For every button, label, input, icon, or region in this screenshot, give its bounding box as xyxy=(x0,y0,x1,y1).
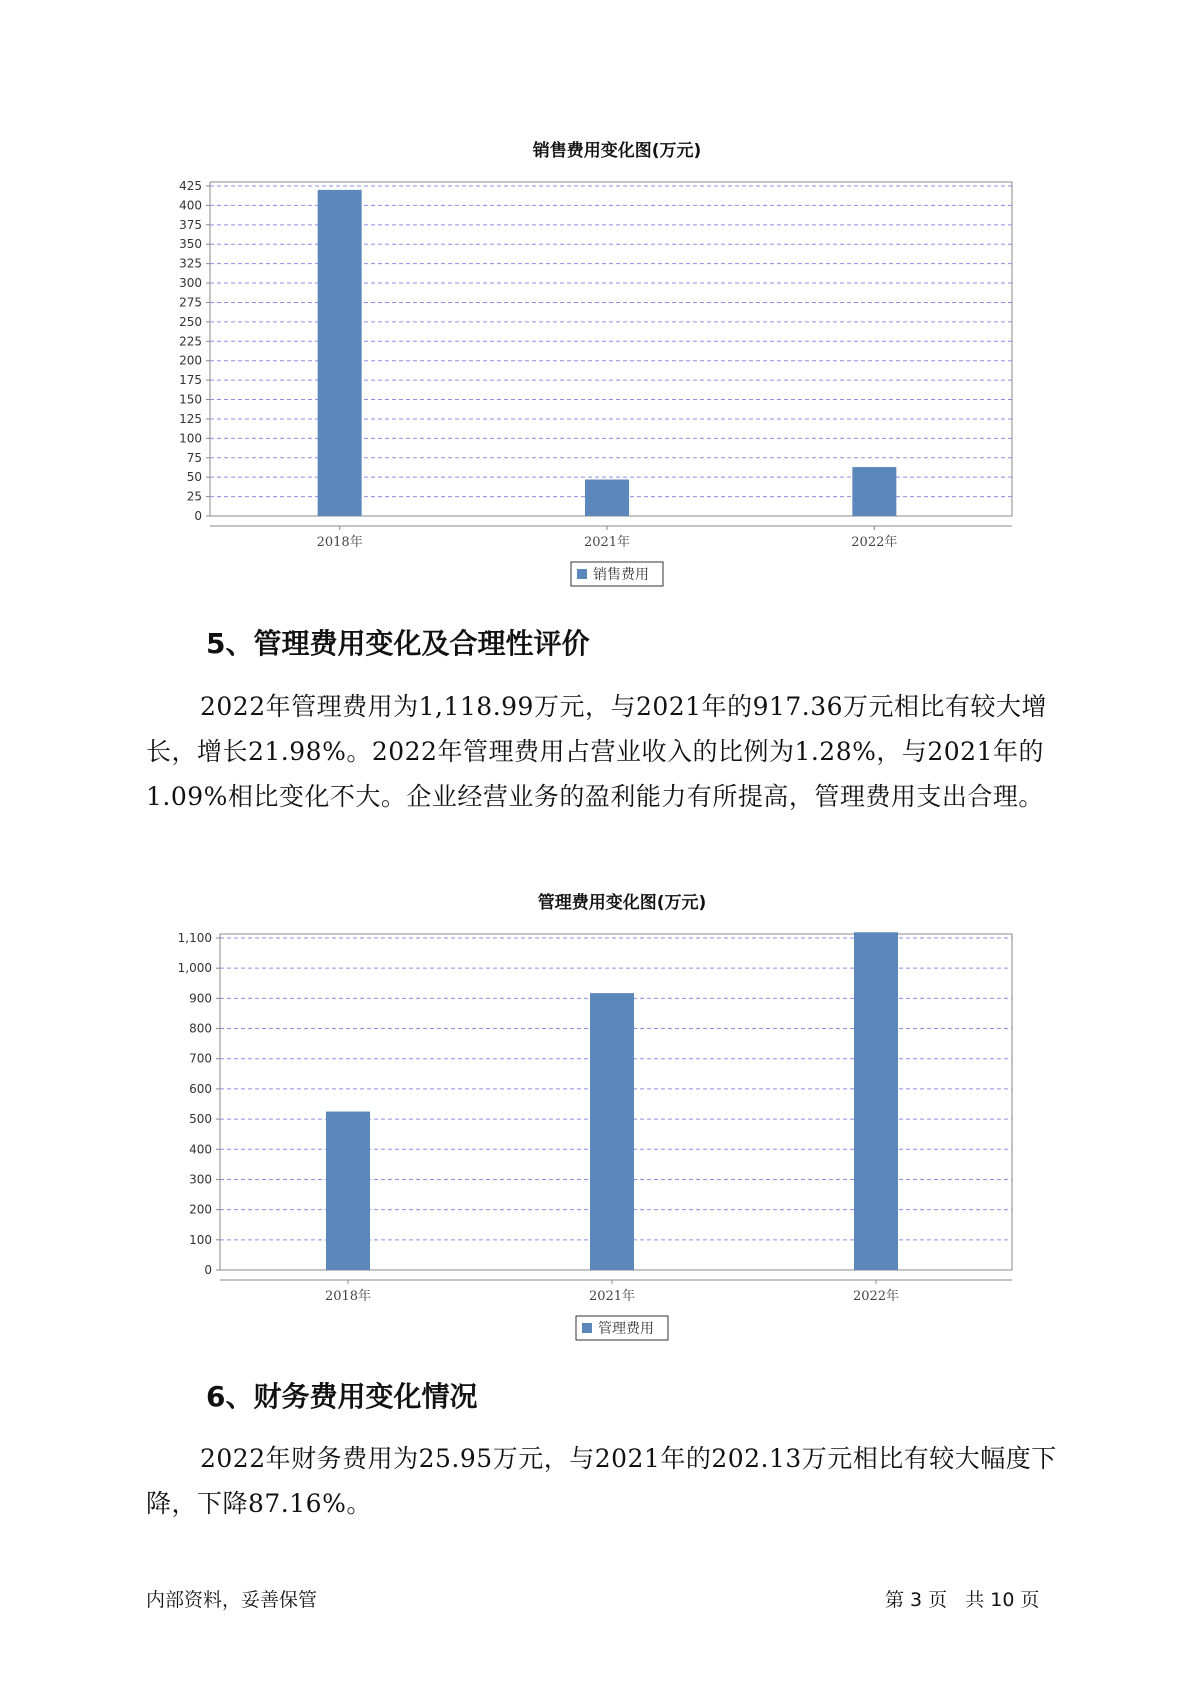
y-tick-label: 800 xyxy=(189,1021,212,1036)
footer-confidential: 内部资料，妥善保管 xyxy=(146,1589,318,1611)
legend-label: 管理费用 xyxy=(598,1321,654,1337)
section-5-paragraph: 2022年管理费用为1,118.99万元，与2021年的917.36万元相比有较大增长，增长21.98%。2022年管理费用占营业收入的比例为1.28%，与2021年的1.09%相比变化不大。企业经营业务的盈利能力有所提高，管理费用支出合理。 xyxy=(146,692,1048,811)
page-label-suffix: 页 xyxy=(928,1589,948,1611)
y-tick-label: 25 xyxy=(186,489,202,504)
y-tick-label: 175 xyxy=(179,373,202,388)
section-heading-5: 5、管理费用变化及合理性评价 xyxy=(206,627,590,660)
admin-expense-chart xyxy=(0,880,1191,1350)
y-tick-label: 600 xyxy=(189,1081,212,1096)
y-tick-label: 400 xyxy=(179,198,202,213)
y-tick-label: 300 xyxy=(179,276,202,291)
y-tick-label: 700 xyxy=(189,1051,212,1066)
y-tick-label: 375 xyxy=(179,217,202,232)
y-tick-label: 425 xyxy=(179,179,202,193)
y-tick-label: 500 xyxy=(189,1112,212,1127)
y-tick-label: 300 xyxy=(189,1172,212,1187)
bar-2022年 xyxy=(854,932,898,1270)
footer-page-info xyxy=(885,1585,1045,1612)
bar-2018年 xyxy=(318,190,362,516)
bar-2022年 xyxy=(852,467,896,516)
page-number: 3 xyxy=(910,1589,923,1611)
y-tick-label: 50 xyxy=(186,470,202,485)
legend-label: 销售费用 xyxy=(593,567,649,583)
y-tick-label: 1,000 xyxy=(177,961,212,976)
admin-expense-chart-svg xyxy=(0,880,1191,1350)
legend-swatch xyxy=(582,1323,592,1333)
y-tick-label: 125 xyxy=(179,411,202,426)
bar-2021年 xyxy=(585,480,629,516)
total-pages: 10 xyxy=(990,1589,1015,1611)
selling-expense-chart-svg xyxy=(0,130,1191,600)
y-tick-label: 225 xyxy=(179,334,202,349)
y-tick-label: 100 xyxy=(179,431,202,446)
x-tick-label: 2018年 xyxy=(324,1289,372,1304)
chart-title: 管理费用变化图(万元) xyxy=(537,893,707,913)
y-tick-label: 325 xyxy=(179,256,202,271)
y-tick-label: 200 xyxy=(179,353,202,368)
y-tick-label: 350 xyxy=(179,237,202,252)
y-tick-label: 275 xyxy=(179,295,202,310)
page-label-prefix: 第 xyxy=(885,1589,905,1611)
x-tick-label: 2022年 xyxy=(852,1289,900,1304)
y-tick-label: 150 xyxy=(179,392,202,407)
y-tick-label: 100 xyxy=(189,1232,212,1247)
section-6-paragraph: 2022年财务费用为25.95万元，与2021年的202.13万元相比有较大幅度下降，下降87.16%。 xyxy=(146,1444,1057,1518)
y-tick-label: 0 xyxy=(204,1263,212,1277)
x-tick-label: 2021年 xyxy=(583,535,631,550)
y-tick-label: 250 xyxy=(179,314,202,329)
x-tick-label: 2022年 xyxy=(851,535,898,550)
y-tick-label: 400 xyxy=(189,1142,212,1157)
chart-title: 销售费用变化图(万元) xyxy=(532,141,702,161)
legend-swatch xyxy=(577,569,587,579)
bar-2021年 xyxy=(590,993,634,1270)
y-tick-label: 1,100 xyxy=(177,931,212,945)
section-heading-6: 6、财务费用变化情况 xyxy=(206,1380,478,1413)
total-label-suffix: 页 xyxy=(1020,1589,1040,1611)
x-tick-label: 2021年 xyxy=(588,1289,636,1304)
y-tick-label: 0 xyxy=(194,509,202,523)
total-label-prefix: 共 xyxy=(965,1589,985,1611)
y-tick-label: 75 xyxy=(186,450,202,465)
x-tick-label: 2018年 xyxy=(316,535,363,550)
bar-2018年 xyxy=(326,1112,370,1270)
y-tick-label: 900 xyxy=(189,991,212,1006)
selling-expense-chart xyxy=(0,130,1191,600)
y-tick-label: 200 xyxy=(189,1202,212,1217)
